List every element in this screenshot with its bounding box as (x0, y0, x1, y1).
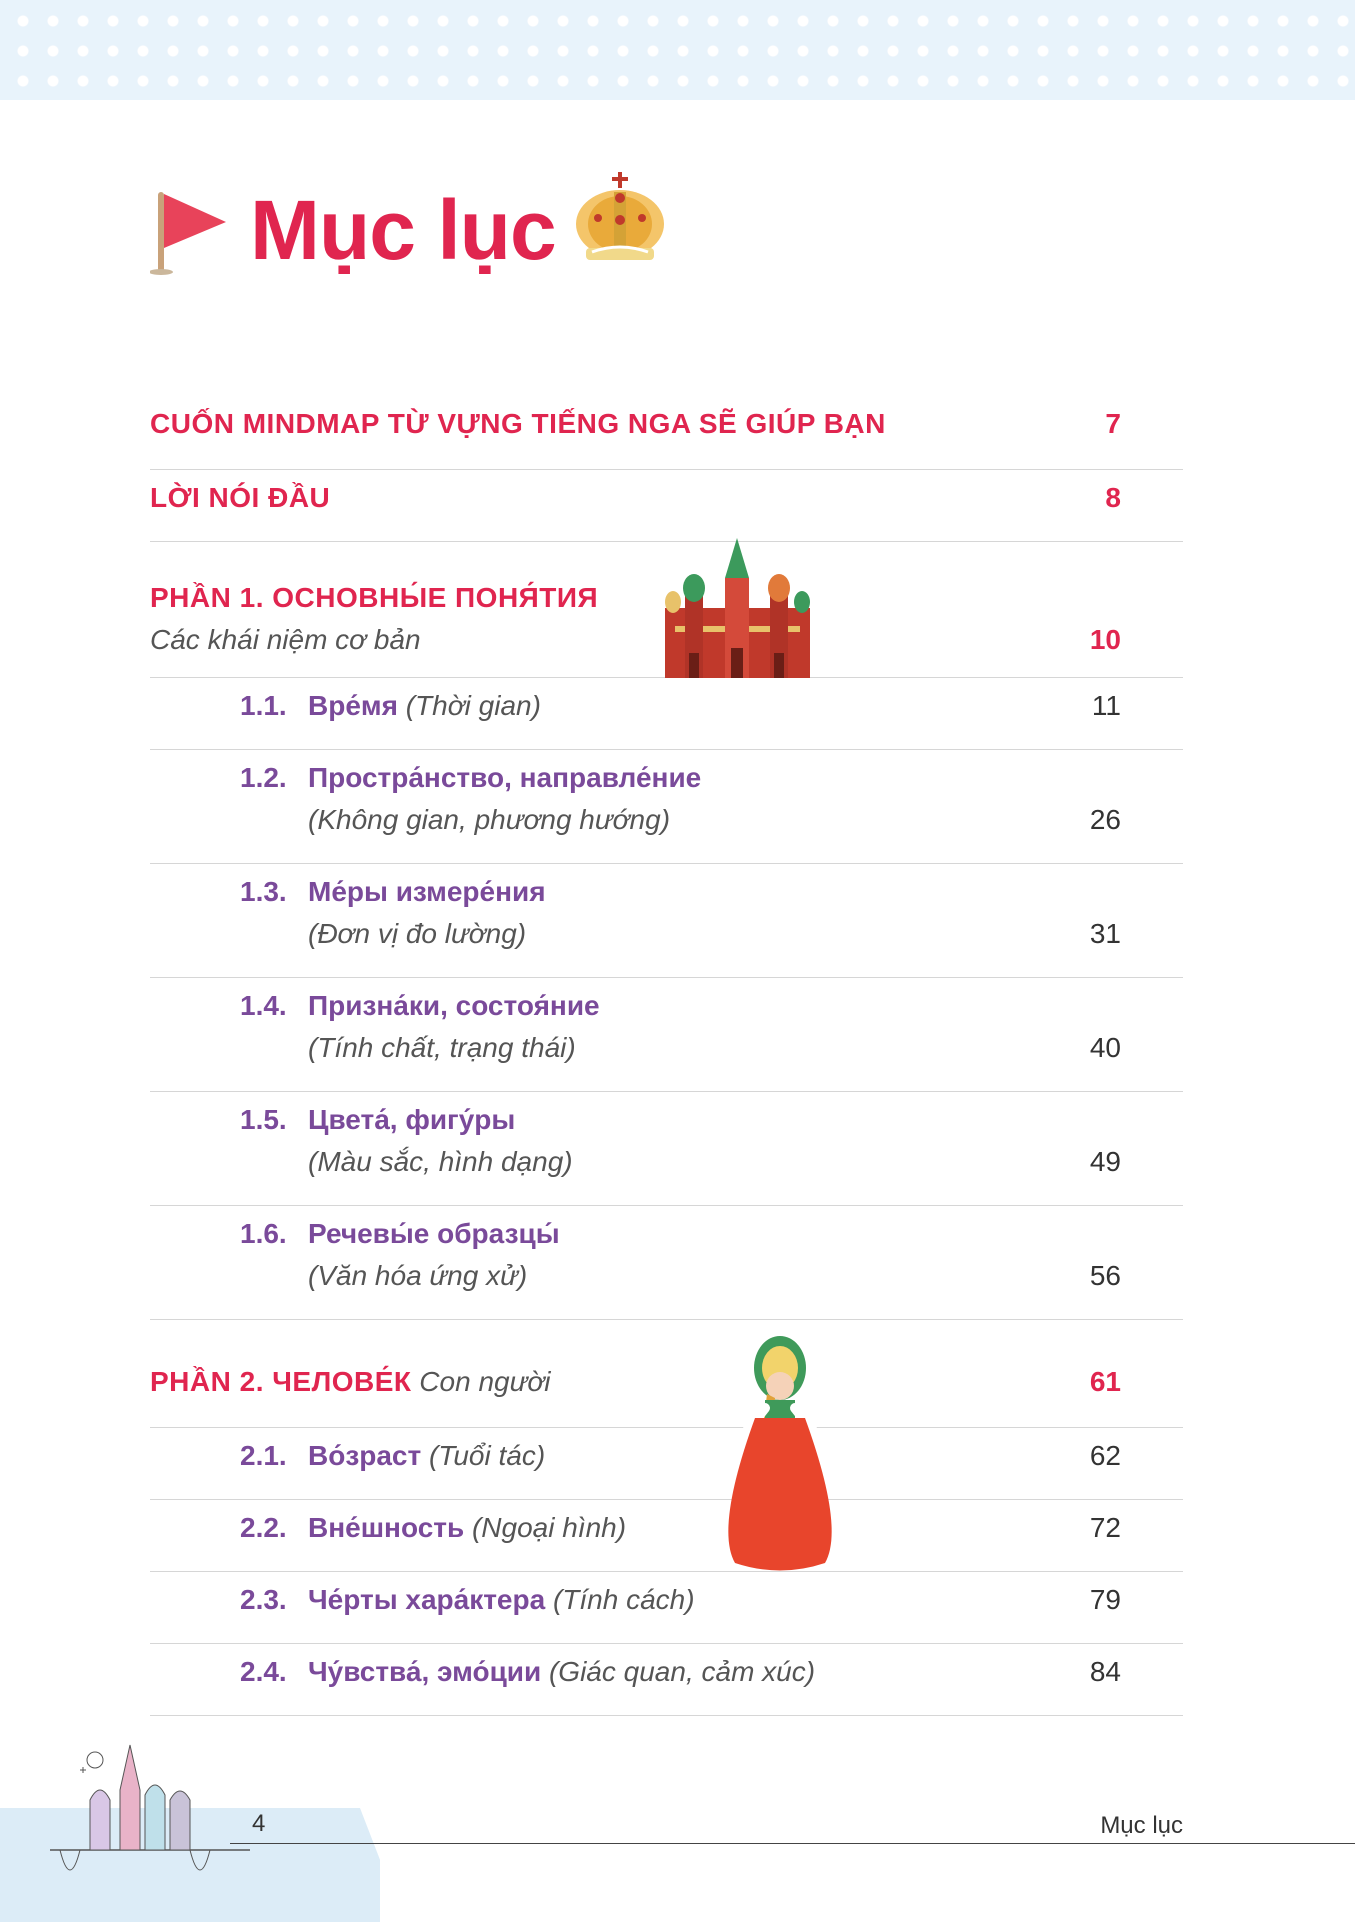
item-russian: Речевы́е образцы́ (308, 1218, 560, 1249)
item-russian: Вне́шность (308, 1512, 465, 1543)
item-page: 72 (1089, 1512, 1121, 1543)
toc-entry-title: LỜI NÓI ĐẦU (150, 482, 331, 513)
item-number: 2.2. (240, 1512, 287, 1543)
item-vietnamese: (Tính cách) (552, 1584, 695, 1615)
toc-item[interactable] (150, 1500, 1183, 1572)
toc-item[interactable] (150, 1572, 1183, 1644)
item-page: 84 (1089, 1656, 1121, 1687)
item-number: 2.4. (240, 1656, 287, 1687)
item-vietnamese: (Đơn vị đo lường) (308, 918, 527, 949)
item-number: 2.3. (240, 1584, 287, 1615)
item-russian: Че́рты хара́ктера (308, 1584, 546, 1615)
part-title: PHẦN 1. ОСНОВНЫ́Е ПОНЯ́ТИЯ (150, 582, 599, 613)
item-number: 1.4. (240, 990, 287, 1021)
item-russian: Во́зраст (308, 1440, 422, 1471)
part-subtitle: Các khái niệm cơ bản (150, 624, 421, 655)
item-number: 1.6. (240, 1218, 287, 1249)
part-subtitle: Con người (419, 1366, 551, 1397)
toc-entry-page: 8 (1105, 482, 1121, 513)
footer-divider (230, 1843, 1355, 1844)
part-page: 10 (1089, 624, 1121, 655)
russian-girl-illustration (715, 1328, 845, 1574)
item-page: 26 (1089, 804, 1121, 835)
item-page: 79 (1089, 1584, 1121, 1615)
city-skyline-illustration (50, 1740, 250, 1890)
toc-item[interactable] (150, 1092, 1183, 1206)
toc-item[interactable] (150, 1644, 1183, 1716)
item-russian: Цвета́, фигу́ры (308, 1104, 516, 1135)
item-page: 62 (1089, 1440, 1121, 1471)
item-russian: Призна́ки, состоя́ние (308, 990, 600, 1021)
item-vietnamese: (Màu sắc, hình dạng) (308, 1146, 573, 1177)
part-title: PHẦN 2. ЧЕЛОВЕ́К (150, 1366, 412, 1397)
item-page: 11 (1091, 690, 1121, 721)
item-russian: Простра́нство, направле́ние (308, 762, 702, 793)
toc-item[interactable] (150, 978, 1183, 1092)
toc-entry-preface[interactable] (150, 470, 1183, 542)
item-page: 49 (1089, 1146, 1121, 1177)
item-russian: Ме́ры измере́ния (308, 876, 546, 907)
crown-icon (570, 172, 670, 268)
toc-entry-mindmap[interactable] (150, 398, 1183, 470)
top-decorative-band (0, 0, 1355, 100)
toc-item[interactable] (150, 1428, 1183, 1500)
toc-item[interactable] (150, 678, 1183, 750)
page-title: Mục lục (250, 183, 556, 277)
footer-section-label: Mục lục (1100, 1812, 1183, 1839)
flag-icon (150, 188, 230, 278)
item-russian: Вре́мя (308, 690, 398, 721)
item-vietnamese: (Không gian, phương hướng) (308, 804, 671, 835)
item-russian: Чу́вства́, эмо́ции (308, 1656, 542, 1687)
part-page: 61 (1089, 1366, 1121, 1397)
item-number: 1.2. (240, 762, 287, 793)
item-vietnamese: (Ngoại hình) (471, 1512, 627, 1543)
item-number: 1.1. (240, 690, 287, 721)
toc-part-2[interactable] (150, 1356, 1183, 1428)
page-number: 4 (252, 1810, 266, 1837)
item-number: 1.5. (240, 1104, 287, 1135)
item-vietnamese: (Tính chất, trạng thái) (308, 1032, 576, 1063)
item-number: 2.1. (240, 1440, 287, 1471)
item-vietnamese: (Thời gian) (405, 690, 541, 721)
toc-item[interactable] (150, 1206, 1183, 1320)
toc-entry-page: 7 (1105, 408, 1121, 439)
item-vietnamese: (Tuổi tác) (428, 1440, 546, 1471)
item-page: 31 (1089, 918, 1121, 949)
toc-entry-title: CUỐN MINDMAP TỪ VỰNG TIẾNG NGA SẼ GIÚP BẠN (150, 408, 886, 439)
toc-item[interactable] (150, 750, 1183, 864)
item-vietnamese: (Văn hóa ứng xử) (308, 1260, 528, 1291)
item-page: 40 (1089, 1032, 1121, 1063)
kremlin-illustration (665, 538, 810, 678)
toc-item[interactable] (150, 864, 1183, 978)
item-vietnamese: (Giác quan, cảm xúc) (548, 1656, 816, 1687)
item-page: 56 (1089, 1260, 1121, 1291)
item-number: 1.3. (240, 876, 287, 907)
